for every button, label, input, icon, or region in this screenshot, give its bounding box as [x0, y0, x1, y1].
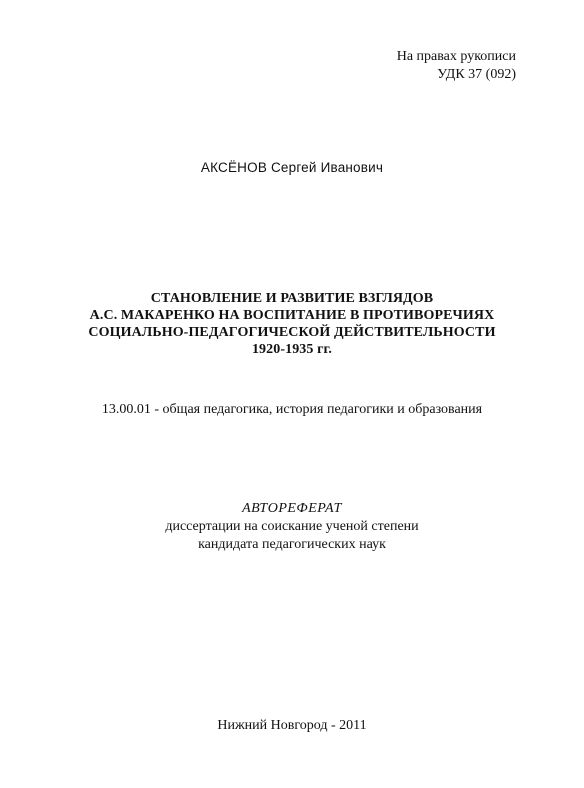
abstract-label: АВТОРЕФЕРАТ: [242, 501, 342, 516]
header-block: [397, 48, 516, 84]
abstract-line: кандидата педагогических наук: [198, 537, 386, 552]
author-name: АКСЁНОВ Сергей Иванович: [200, 160, 384, 175]
udc-code: УДК 37 (092): [437, 67, 516, 82]
title-line: СОЦИАЛЬНО-ПЕДАГОГИЧЕСКОЙ ДЕЙСТВИТЕЛЬНОСТИ: [88, 325, 496, 340]
abstract-block: [0, 500, 584, 554]
thesis-title: [0, 290, 584, 358]
title-line: 1920-1935 гг.: [251, 342, 333, 357]
specialty-line: 13.00.01 - общая педагогика, история педагогики и образования: [101, 402, 483, 417]
title-line: А.С. МАКАРЕНКО НА ВОСПИТАНИЕ В ПРОТИВОРЕЧИЯХ: [89, 308, 495, 323]
abstract-line: диссертации на соискание ученой степени: [165, 519, 419, 534]
rights-note: На правах рукописи: [396, 49, 516, 64]
title-line: СТАНОВЛЕНИЕ И РАЗВИТИЕ ВЗГЛЯДОВ: [150, 291, 434, 306]
place-year: Нижний Новгород - 2011: [217, 718, 367, 733]
